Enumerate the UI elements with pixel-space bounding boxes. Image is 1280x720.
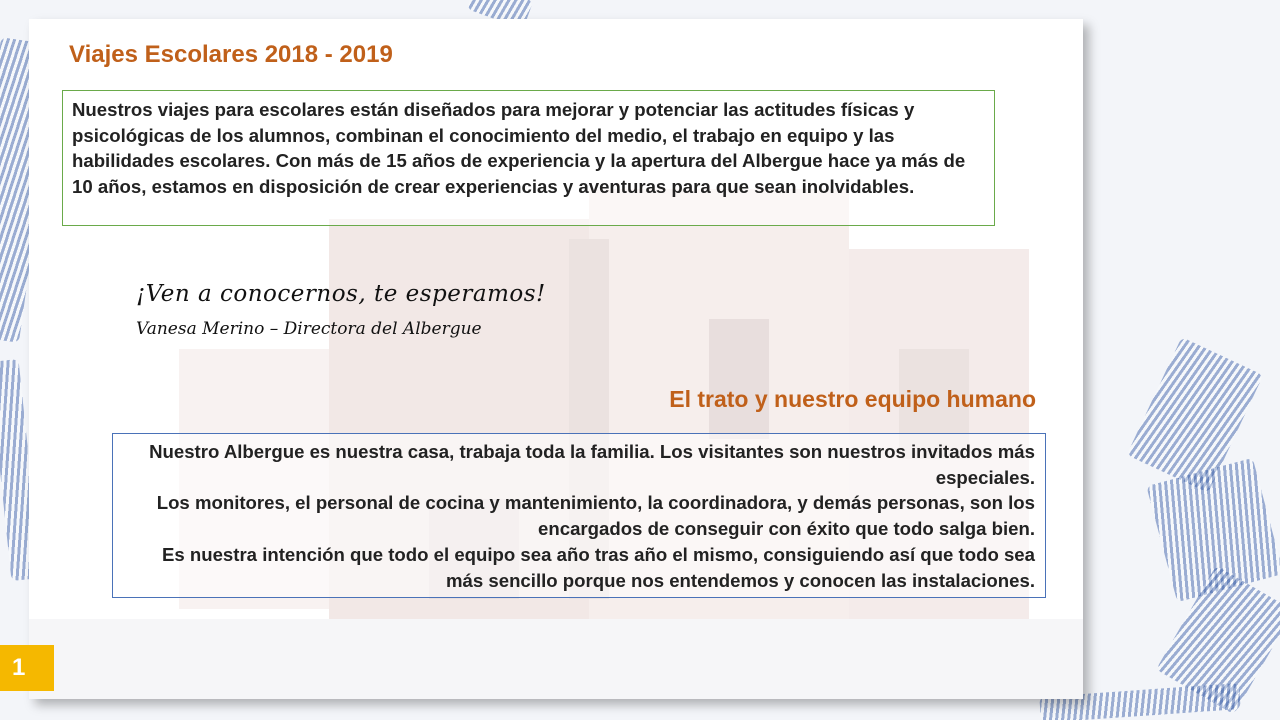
invitation-quote: ¡Ven a conocernos, te esperamos! (136, 281, 546, 307)
team-paragraph: Es nuestra intención que todo el equipo sea año tras año el mismo, consiguiendo así que todo sea más sencillo porque nos entendemos y conocen las instalaciones. (161, 543, 1035, 591)
intro-text-box: Nuestros viajes para escolares están diseñados para mejorar y potenciar las actitudes físicas y psicológicas de los alumnos, combinan el conocimiento del medio, el trabajo en equipo y las habilidades escolares. Con más de 15 años de experiencia y la apertura del Albergue hace ya más de 10 años, estamos en disposición de crear experiencias y aventuras para que sean inolvidables. (62, 90, 995, 226)
team-text-box (112, 433, 1046, 598)
director-signature: Vanesa Merino – Directora del Albergue (136, 319, 482, 339)
slide (29, 19, 1083, 699)
page-number-badge: 1 (0, 645, 54, 691)
slide-title: Viajes Escolares 2018 - 2019 (69, 41, 393, 68)
team-paragraph: Los monitores, el personal de cocina y mantenimiento, la coordinadora, y demás personas, son los encargados de conseguir con éxito que todo salga bien. (156, 492, 1035, 540)
section-title: El trato y nuestro equipo humano (669, 386, 1036, 412)
team-paragraph: Nuestro Albergue es nuestra casa, trabaja toda la familia. Los visitantes son nuestros invitados más especiales. (149, 441, 1035, 488)
